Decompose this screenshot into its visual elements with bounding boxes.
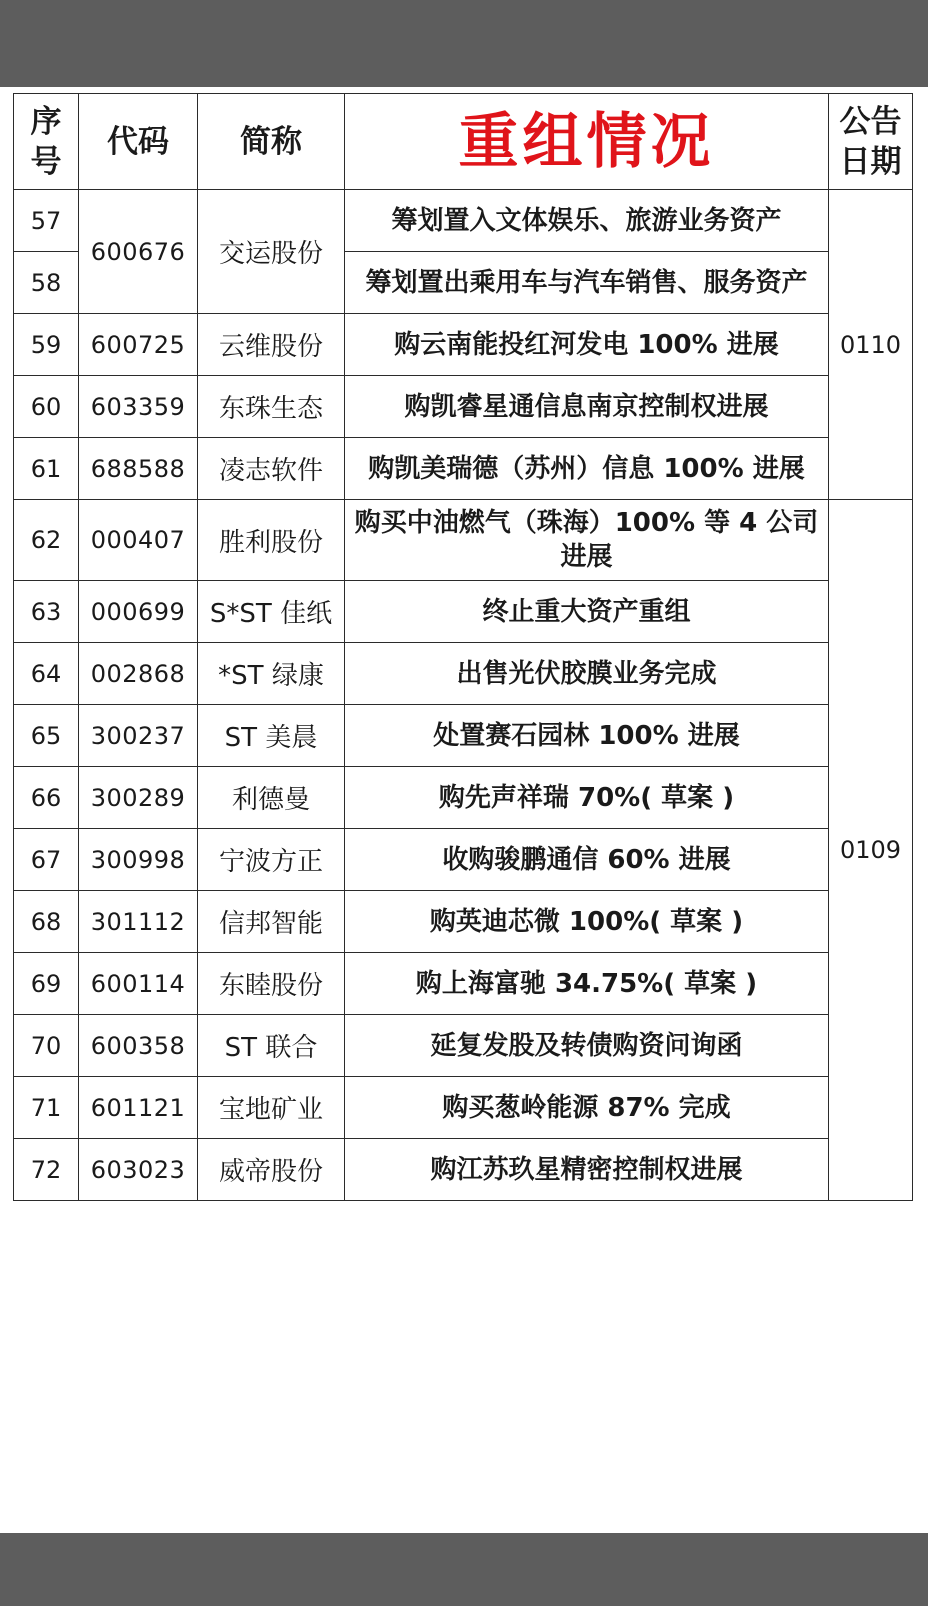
row-code: 000407: [79, 500, 198, 581]
row-seq: 72: [14, 1139, 79, 1201]
header-code: 代码: [79, 94, 198, 190]
header-seq-line2: 号: [30, 143, 62, 180]
row-seq: 65: [14, 705, 79, 767]
row-desc: 收购骏鹏通信 60% 进展: [345, 829, 829, 891]
restructuring-table: [13, 93, 913, 1201]
row-seq: 62: [14, 500, 79, 581]
row-name: 利德曼: [198, 767, 345, 829]
table-row: [14, 1139, 913, 1201]
row-seq: 59: [14, 314, 79, 376]
row-code: 300998: [79, 829, 198, 891]
row-code: 600114: [79, 953, 198, 1015]
row-name: 宁波方正: [198, 829, 345, 891]
row-code: 000699: [79, 581, 198, 643]
table-row: [14, 767, 913, 829]
row-desc: 筹划置入文体娱乐、旅游业务资产: [345, 190, 829, 252]
row-code: 300289: [79, 767, 198, 829]
row-seq: 60: [14, 376, 79, 438]
row-name: S*ST 佳纸: [198, 581, 345, 643]
header-date-line2: 日期: [839, 143, 902, 180]
row-desc: 出售光伏胶膜业务完成: [345, 643, 829, 705]
row-name: 宝地矿业: [198, 1077, 345, 1139]
row-code: 600725: [79, 314, 198, 376]
header-date-line1: 公告: [839, 103, 902, 140]
table-row: [14, 376, 913, 438]
row-desc: 购上海富驰 34.75%( 草案 ): [345, 953, 829, 1015]
table-row: [14, 438, 913, 500]
row-name: 云维股份: [198, 314, 345, 376]
row-desc: 购云南能投红河发电 100% 进展: [345, 314, 829, 376]
row-name: 信邦智能: [198, 891, 345, 953]
row-seq: 58: [14, 252, 79, 314]
row-code: 300237: [79, 705, 198, 767]
row-desc: 购英迪芯微 100%( 草案 ): [345, 891, 829, 953]
header-name: 简称: [198, 94, 345, 190]
row-name: *ST 绿康: [198, 643, 345, 705]
table-header-row: [14, 94, 913, 190]
table-row: [14, 643, 913, 705]
row-seq: 68: [14, 891, 79, 953]
row-name: ST 联合: [198, 1015, 345, 1077]
row-seq: 57: [14, 190, 79, 252]
row-code: 600676: [79, 190, 198, 314]
row-code: 603359: [79, 376, 198, 438]
header-seq: [14, 94, 79, 190]
bottom-navigation-bar: [0, 1533, 928, 1606]
announce-date-0109: 0109: [829, 500, 913, 1201]
row-desc: 购凯美瑞德（苏州）信息 100% 进展: [345, 438, 829, 500]
row-seq: 61: [14, 438, 79, 500]
row-code: 301112: [79, 891, 198, 953]
row-code: 603023: [79, 1139, 198, 1201]
row-name: 胜利股份: [198, 500, 345, 581]
top-status-bar: [0, 0, 928, 87]
row-seq: 70: [14, 1015, 79, 1077]
table-row: [14, 581, 913, 643]
row-code: 601121: [79, 1077, 198, 1139]
row-seq: 63: [14, 581, 79, 643]
table-row: [14, 953, 913, 1015]
row-desc: 购买葱岭能源 87% 完成: [345, 1077, 829, 1139]
table-row: [14, 314, 913, 376]
row-desc: 处置赛石园林 100% 进展: [345, 705, 829, 767]
row-name: 威帝股份: [198, 1139, 345, 1201]
row-name: 凌志软件: [198, 438, 345, 500]
row-seq: 71: [14, 1077, 79, 1139]
table-row: [14, 705, 913, 767]
row-code: 002868: [79, 643, 198, 705]
header-seq-line1: 序: [30, 103, 62, 140]
row-name: ST 美晨: [198, 705, 345, 767]
row-desc: 延复发股及转债购资问询函: [345, 1015, 829, 1077]
row-seq: 69: [14, 953, 79, 1015]
row-desc: 购凯睿星通信息南京控制权进展: [345, 376, 829, 438]
header-date: [829, 94, 913, 190]
row-name: 东睦股份: [198, 953, 345, 1015]
row-seq: 64: [14, 643, 79, 705]
row-seq: 66: [14, 767, 79, 829]
row-code: 688588: [79, 438, 198, 500]
row-desc: 筹划置出乘用车与汽车销售、服务资产: [345, 252, 829, 314]
table-row: [14, 1015, 913, 1077]
table-row: [14, 891, 913, 953]
row-seq: 67: [14, 829, 79, 891]
row-desc: 购买中油燃气（珠海）100% 等 4 公司进展: [345, 500, 829, 581]
table-row: [14, 829, 913, 891]
row-code: 600358: [79, 1015, 198, 1077]
row-desc: 购先声祥瑞 70%( 草案 ): [345, 767, 829, 829]
row-desc: 购江苏玖星精密控制权进展: [345, 1139, 829, 1201]
table-row: [14, 500, 913, 581]
table-row: [14, 1077, 913, 1139]
row-name: 东珠生态: [198, 376, 345, 438]
document-sheet: [0, 87, 928, 1533]
announce-date-0110: 0110: [829, 190, 913, 500]
row-name: 交运股份: [198, 190, 345, 314]
header-title: 重组情况: [345, 94, 829, 190]
table-row: [14, 190, 913, 252]
row-desc: 终止重大资产重组: [345, 581, 829, 643]
